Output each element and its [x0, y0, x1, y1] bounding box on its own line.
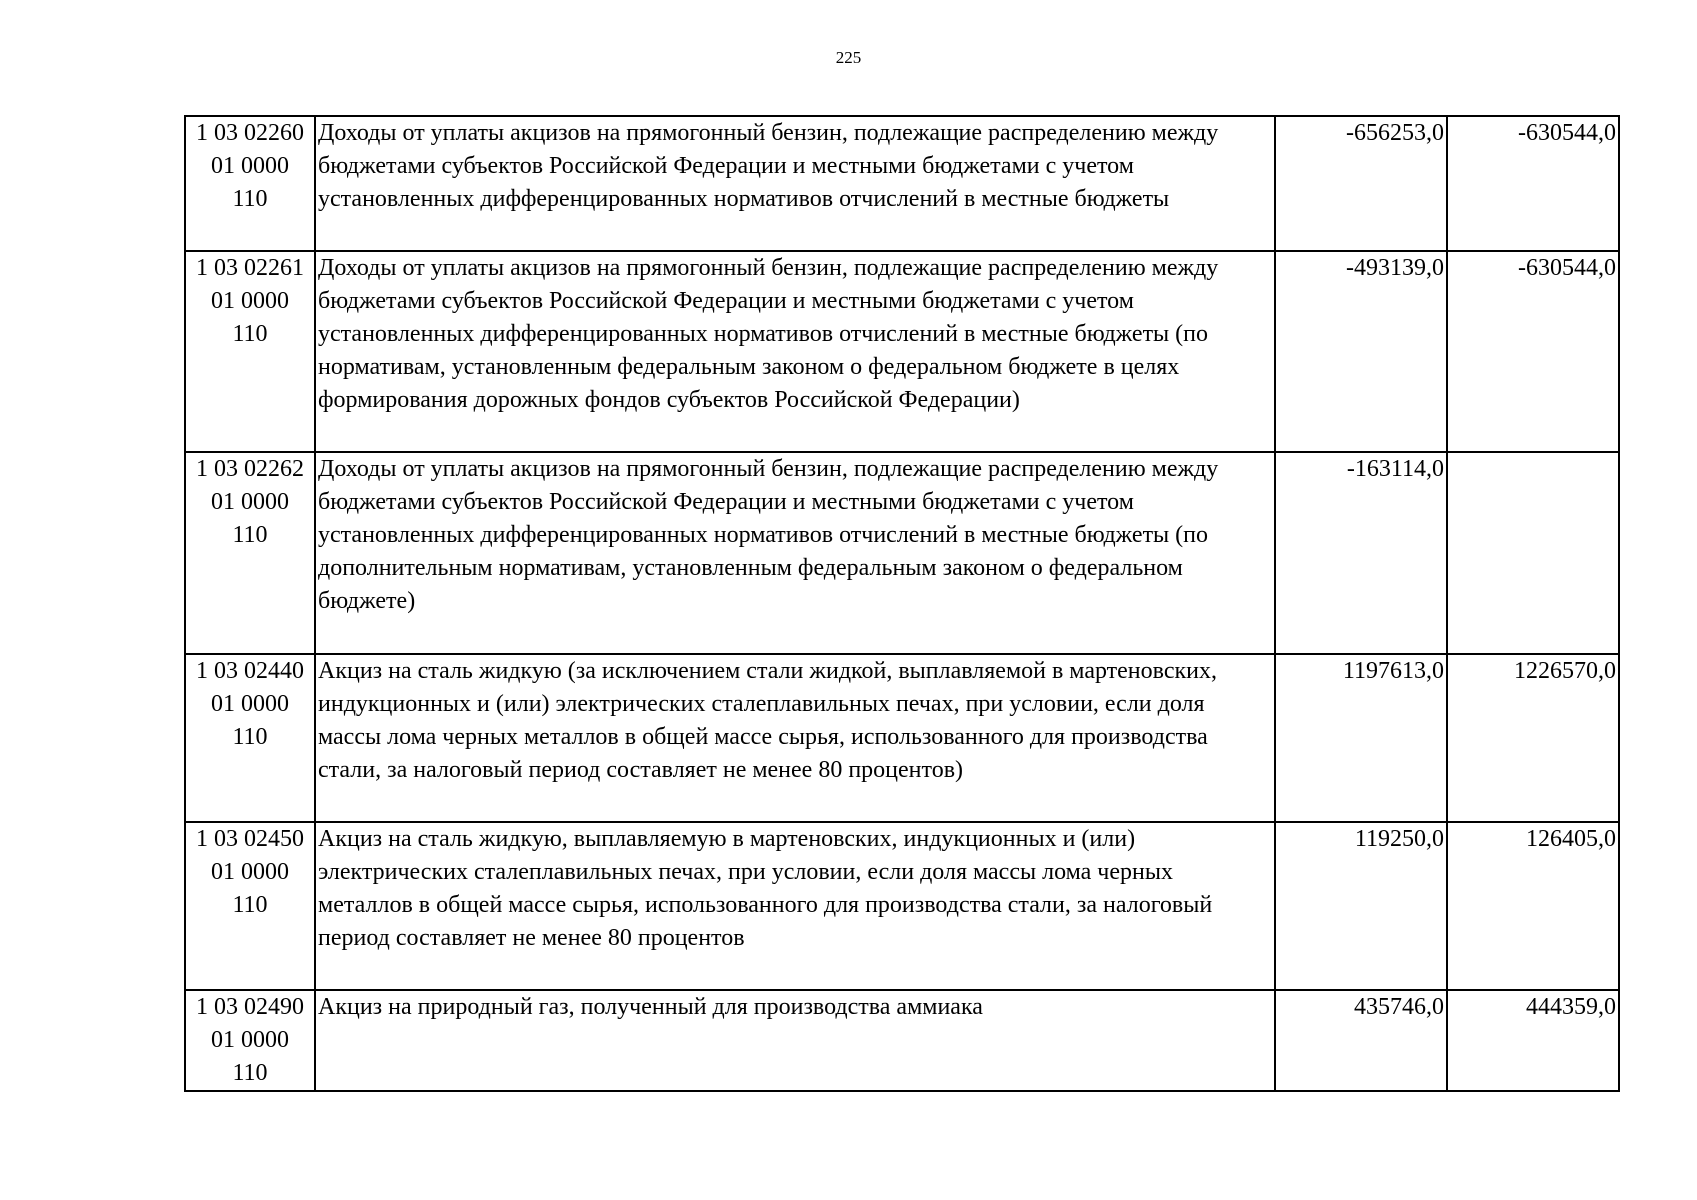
description-cell: Доходы от уплаты акцизов на прямогонный бензин, подлежащие распределению между бюджетами субъектов Российской Федерации и местными бюджетами с учетом установленных дифференцированных нормативов отчислений в местные бюджеты: [315, 116, 1275, 251]
value-2-cell: -630544,0: [1447, 116, 1619, 251]
code-line: 1 03 02490: [196, 994, 304, 1020]
table-row: [185, 452, 1619, 654]
page-number: 225: [835, 48, 862, 67]
table-row: [185, 654, 1619, 822]
code-line: 110: [232, 186, 268, 212]
value-2-cell: 126405,0: [1447, 822, 1619, 990]
description-cell: Акциз на сталь жидкую (за исключением стали жидкой, выплавляемой в мартеновских, индукционных и (или) электрических сталеплавильных печах, при условии, если доля массы лома черных металлов в общей массе сырья, использованного для производства стали, за налоговый период составляет не менее 80 процентов): [315, 654, 1275, 822]
budget-code-cell: [185, 452, 315, 654]
description-cell: Доходы от уплаты акцизов на прямогонный бензин, подлежащие распределению между бюджетами субъектов Российской Федерации и местными бюджетами с учетом установленных дифференцированных нормативов отчислений в местные бюджеты (по нормативам, установленным федеральным законом о федеральном бюджете в целях формирования дорожных фондов субъектов Российской Федерации): [315, 251, 1275, 452]
description-cell: Доходы от уплаты акцизов на прямогонный бензин, подлежащие распределению между бюджетами субъектов Российской Федерации и местными бюджетами с учетом установленных дифференцированных нормативов отчислений в местные бюджеты (по дополнительным нормативам, установленным федеральным законом о федеральном бюджете): [315, 452, 1275, 654]
value-1-cell: -493139,0: [1275, 251, 1447, 452]
code-line: 1 03 02261: [196, 255, 304, 281]
value-2-cell: 444359,0: [1447, 990, 1619, 1091]
description-cell: Акциз на природный газ, полученный для производства аммиака: [315, 990, 1275, 1091]
budget-code-cell: [185, 116, 315, 251]
budget-code-cell: [185, 251, 315, 452]
code-line: 01 0000: [211, 1027, 289, 1053]
table-row: [185, 990, 1619, 1091]
value-1-cell: 1197613,0: [1275, 654, 1447, 822]
value-1-cell: -656253,0: [1275, 116, 1447, 251]
value-1-cell: 119250,0: [1275, 822, 1447, 990]
budget-code-cell: [185, 654, 315, 822]
value-1-cell: 435746,0: [1275, 990, 1447, 1091]
table-row: [185, 822, 1619, 990]
code-line: 110: [232, 892, 268, 918]
code-line: 110: [232, 1060, 268, 1086]
code-line: 1 03 02440: [196, 658, 304, 684]
code-line: 01 0000: [211, 489, 289, 515]
value-2-cell: -630544,0: [1447, 251, 1619, 452]
budget-code-cell: [185, 990, 315, 1091]
code-line: 1 03 02262: [196, 456, 304, 482]
description-cell: Акциз на сталь жидкую, выплавляемую в мартеновских, индукционных и (или) электрических сталеплавильных печах, при условии, если доля массы лома черных металлов в общей массе сырья, использованного для производства стали, за налоговый период составляет не менее 80 процентов: [315, 822, 1275, 990]
value-1-cell: -163114,0: [1275, 452, 1447, 654]
code-line: 1 03 02260: [196, 120, 304, 146]
code-line: 01 0000: [211, 153, 289, 179]
code-line: 110: [232, 724, 268, 750]
table-row: [185, 251, 1619, 452]
code-line: 01 0000: [211, 288, 289, 314]
table-row: [185, 116, 1619, 251]
value-2-cell: [1447, 452, 1619, 654]
budget-code-cell: [185, 822, 315, 990]
budget-revenue-table: [184, 115, 1620, 1092]
code-line: 1 03 02450: [196, 826, 304, 852]
value-2-cell: 1226570,0: [1447, 654, 1619, 822]
code-line: 110: [232, 321, 268, 347]
code-line: 01 0000: [211, 691, 289, 717]
code-line: 01 0000: [211, 859, 289, 885]
code-line: 110: [232, 522, 268, 548]
